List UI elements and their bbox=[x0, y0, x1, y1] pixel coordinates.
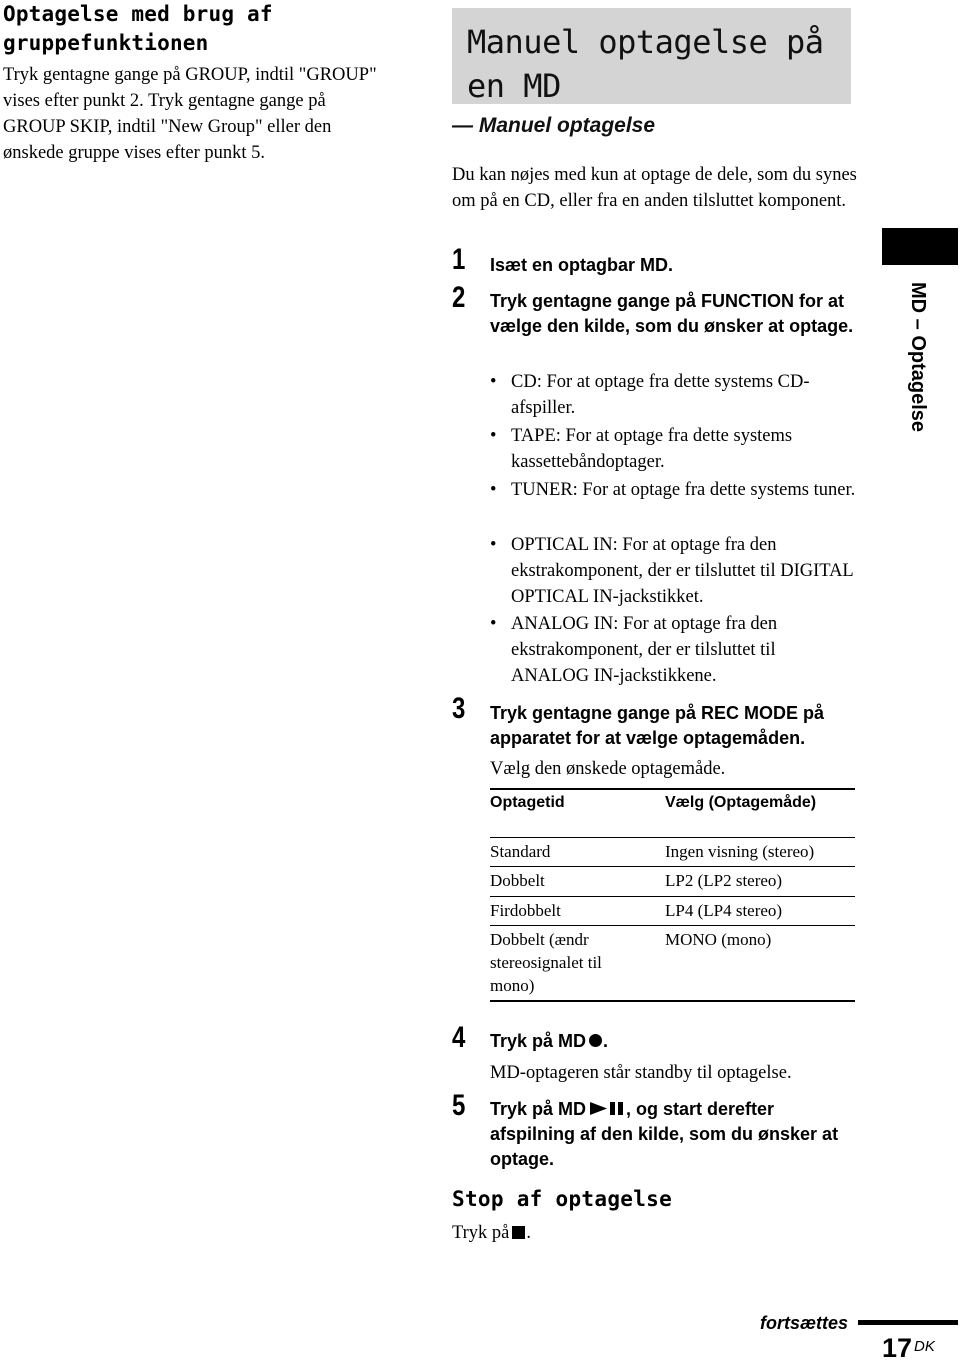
bullet-mark: • bbox=[490, 426, 497, 446]
table-cell: LP4 (LP4 stereo) bbox=[665, 901, 783, 920]
bullet-text: ANALOG IN: For at optage fra den ekstrakomponent, der er tilsluttet til ANALOG IN-jackstikkene. bbox=[511, 614, 778, 686]
step-5-text-after: , og start derefter afspilning af den kilde, som du ønsker at optage. bbox=[490, 1099, 839, 1169]
page-subtitle: — Manuel optagelse bbox=[452, 114, 656, 137]
stop-instructions bbox=[452, 1220, 531, 1246]
table-header-time: Optagetid bbox=[490, 794, 565, 811]
stop-text-before: Tryk på bbox=[452, 1223, 510, 1243]
stop-heading: Stop af optagelse bbox=[452, 1187, 673, 1211]
bullet-mark: • bbox=[490, 535, 497, 555]
step-number-4: 4 bbox=[452, 1021, 466, 1054]
page-title-box bbox=[452, 8, 851, 104]
record-dot-icon bbox=[589, 1034, 602, 1047]
step-3-body: Vælg den ønskede optagemåde. bbox=[490, 759, 726, 779]
page-language-code: DK bbox=[914, 1338, 935, 1355]
step-4-body: MD-optageren står standby til optagelse. bbox=[490, 1063, 792, 1083]
table-cell: Standard bbox=[490, 842, 551, 861]
table-cell: Firdobbelt bbox=[490, 901, 561, 920]
page-title: Manuel optagelse på en MD bbox=[467, 23, 824, 105]
stop-text-after: . bbox=[526, 1223, 532, 1243]
table-cell: Ingen visning (stereo) bbox=[665, 842, 815, 861]
step-number-3: 3 bbox=[452, 692, 466, 725]
continues-label: fortsættes bbox=[760, 1313, 849, 1333]
bullet-mark: • bbox=[490, 614, 497, 634]
step-number-1: 1 bbox=[452, 243, 466, 276]
table-rule bbox=[490, 866, 855, 867]
table-cell: Dobbelt bbox=[490, 871, 545, 890]
continues-bar bbox=[858, 1320, 958, 1325]
bullet-text: TAPE: For at optage fra dette systems kassettebåndoptager. bbox=[511, 426, 793, 472]
section-side-label bbox=[906, 282, 930, 452]
group-instructions: Tryk gentagne gange på GROUP, indtil "GROUP" vises efter punkt 2. Tryk gentagne gange på GROUP SKIP, indtil "New Group" eller den ønskede gruppe vises efter punkt 5. bbox=[3, 65, 377, 163]
step-4-text-after: . bbox=[603, 1031, 609, 1051]
table-header-mode: Vælg (Optagemåde) bbox=[665, 794, 817, 811]
table-rule bbox=[490, 1000, 855, 1002]
step-4-text-before: Tryk på MD bbox=[490, 1031, 587, 1051]
table-rule bbox=[490, 788, 855, 790]
page-number: 17 bbox=[882, 1333, 913, 1363]
step-number-5: 5 bbox=[452, 1089, 466, 1122]
step-text-4 bbox=[490, 1029, 860, 1054]
step-5-text-before: Tryk på MD bbox=[490, 1099, 587, 1119]
section-heading-group: Optagelse med brug af gruppefunktionen bbox=[3, 2, 273, 55]
intro-paragraph: Du kan nøjes med kun at optage de dele, som du synes om på en CD, eller fra en anden tilsluttet komponent. bbox=[452, 165, 857, 211]
table-cell: Dobbelt (ændr stereosignalet til mono) bbox=[490, 930, 602, 995]
table-cell: LP2 (LP2 stereo) bbox=[665, 871, 783, 890]
table-cell: MONO (mono) bbox=[665, 930, 772, 949]
stop-square-icon bbox=[512, 1226, 525, 1239]
bullet-text: CD: For at optage fra dette systems CD-afspiller. bbox=[511, 372, 810, 418]
step-number-2: 2 bbox=[452, 281, 466, 314]
section-tab-marker bbox=[882, 228, 958, 265]
table-rule bbox=[490, 837, 855, 838]
bullet-mark: • bbox=[490, 480, 497, 500]
step-text-2: Tryk gentagne gange på FUNCTION for at vælge den kilde, som du ønsker at optage. bbox=[490, 291, 854, 336]
step-text-3: Tryk gentagne gange på REC MODE på apparatet for at vælge optagemåden. bbox=[490, 703, 825, 748]
table-rule bbox=[490, 925, 855, 926]
step-text-5 bbox=[490, 1097, 860, 1172]
step-text-1: Isæt en optagbar MD. bbox=[490, 255, 674, 275]
play-pause-icon bbox=[590, 1101, 624, 1116]
table-rule bbox=[490, 896, 855, 897]
section-side-label-text: MD – Optagelse bbox=[907, 282, 929, 433]
bullet-text: TUNER: For at optage fra dette systems tuner. bbox=[511, 480, 856, 500]
bullet-mark: • bbox=[490, 372, 497, 392]
bullet-text: OPTICAL IN: For at optage fra den ekstrakomponent, der er tilsluttet til DIGITAL OPTICAL IN-jackstikket. bbox=[511, 535, 854, 607]
